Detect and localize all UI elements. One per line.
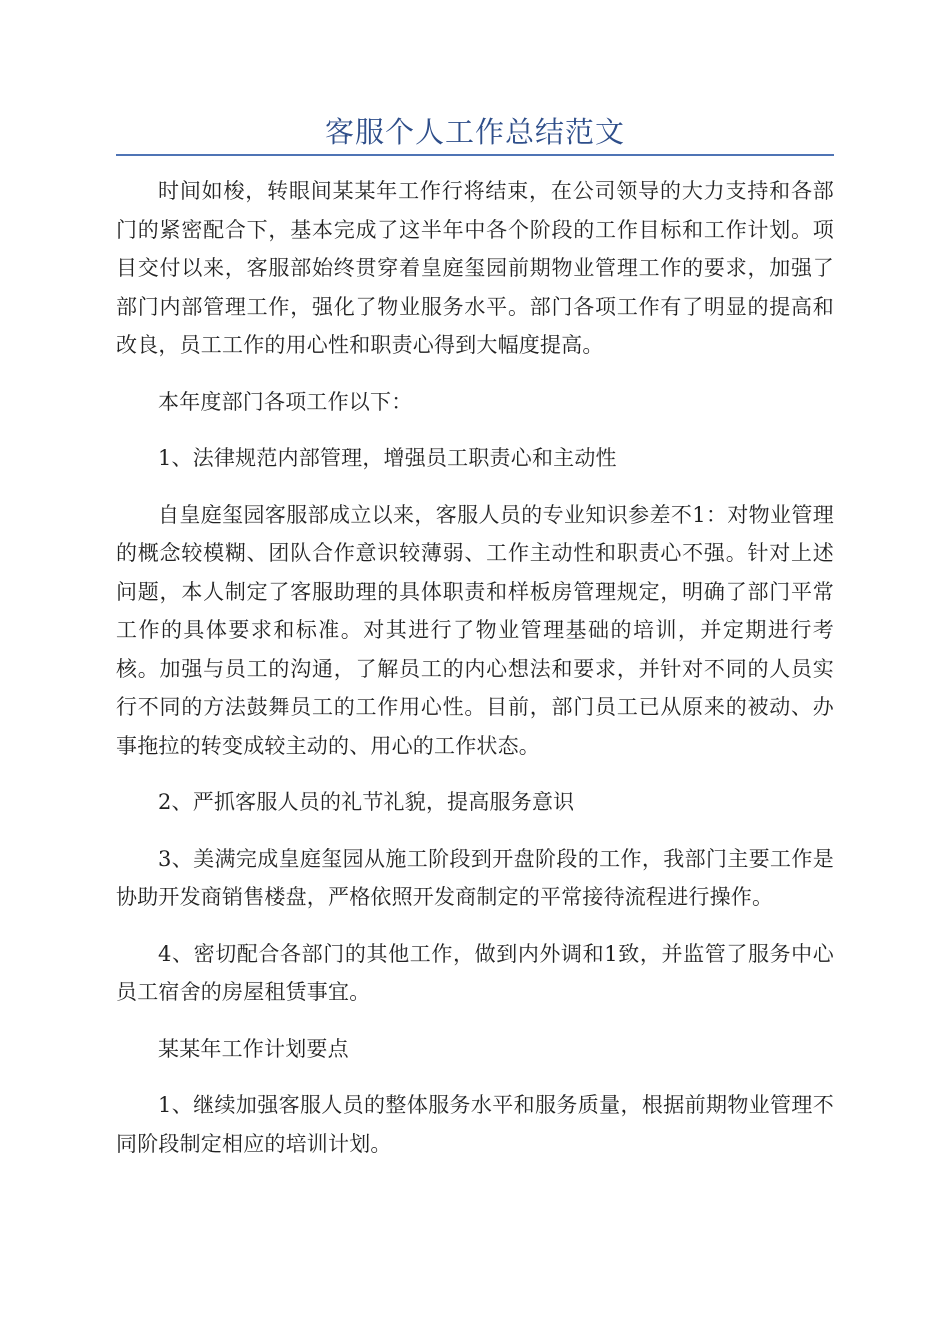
heading-item-1: 1、法律规范内部管理，增强员工职责心和主动性 <box>158 446 617 470</box>
document-body <box>116 172 834 1181</box>
paragraph-item-1-detail: 自皇庭玺园客服部成立以来，客服人员的专业知识参差不1：对物业管理的概念较模糊、团队合作意识较薄弱、工作主动性和职责心不强。针对上述问题，本人制定了客服助理的具体职责和样板房管理规定，明确了部门平常工作的具体要求和标准。对其进行了物业管理基础的培训，并定期进行考核。加强与员工的沟通，了解员工的内心想法和要求，并针对不同的人员实行不同的方法鼓舞员工的工作用心性。目前，部门员工已从原来的被动、办事拖拉的转变成较主动的、用心的工作状态。 <box>116 502 834 758</box>
paragraph-overview: 本年度部门各项工作以下： <box>158 389 413 414</box>
paragraph-plan-item-1: 1、继续加强客服人员的整体服务水平和服务质量，根据前期物业管理不同阶段制定相应的培训计划。 <box>116 1093 834 1156</box>
paragraph-item-4: 4、密切配合各部门的其他工作，做到内外调和1致，并监管了服务中心员工宿舍的房屋租赁事宜。 <box>116 941 834 1004</box>
heading-item-2: 2、严抓客服人员的礼节礼貌，提高服务意识 <box>158 790 575 814</box>
title-underline <box>116 154 834 156</box>
paragraph-intro: 时间如梭，转眼间某某年工作行将结束，在公司领导的大力支持和各部门的紧密配合下，基本完成了这半年中各个阶段的工作目标和工作计划。项目交付以来，客服部始终贯穿着皇庭玺园前期物业管理工作的要求，加强了部门内部管理工作，强化了物业服务水平。部门各项工作有了明显的提高和改良，员工工作的用心性和职责心得到大幅度提高。 <box>116 179 834 357</box>
document-title: 客服个人工作总结范文 <box>324 115 625 149</box>
paragraph-item-3: 3、美满完成皇庭玺园从施工阶段到开盘阶段的工作，我部门主要工作是协助开发商销售楼盘，严格依照开发商制定的平常接待流程进行操作。 <box>116 846 834 909</box>
heading-plan: 某某年工作计划要点 <box>158 1036 349 1061</box>
